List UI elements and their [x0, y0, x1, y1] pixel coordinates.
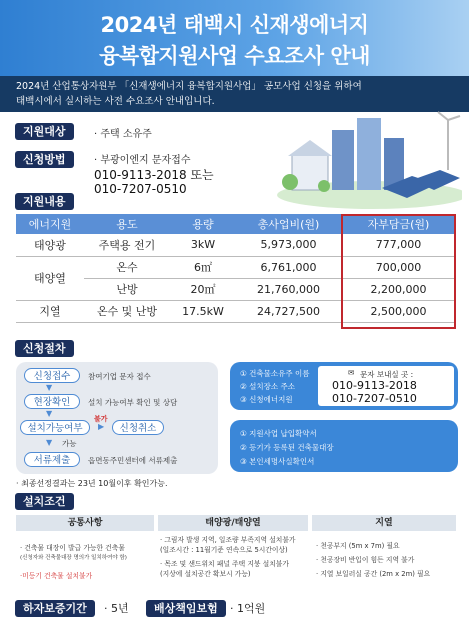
- cell-use: 주택용 전기: [84, 234, 170, 256]
- cond-solar-item: (일조시간 : 11월기준 연속으로 5시간이상): [160, 546, 288, 554]
- cond-common-line1: · 건축물 대장이 발급 가능한 건축물: [20, 544, 125, 552]
- step-apply: 신청접수: [24, 368, 80, 383]
- cond-common-red: ·미등기 건축물 설치불가: [20, 572, 93, 580]
- cell-use: 난방: [84, 278, 170, 300]
- cond-solar-item: (지상에 설치공간 확보시 가능): [160, 570, 251, 578]
- cell-capacity: 6㎡: [170, 256, 236, 278]
- target-label: 지원대상: [15, 123, 74, 140]
- step-submit-docs: 서류제출: [24, 452, 80, 467]
- step-submit-docs-desc: 읍면동주민센터에 서류제출: [88, 456, 178, 465]
- col-self: 자부담금(원): [341, 214, 456, 234]
- cell-total: 6,761,000: [236, 256, 341, 278]
- step-feasibility: 설치가능여부: [20, 420, 90, 435]
- procedure-note: · 최종선정결과는 23년 10월이후 확인가능.: [16, 479, 168, 488]
- intro-band: [0, 76, 469, 112]
- doc-item: ③ 본인세명사실확인서: [240, 457, 315, 466]
- cond-col2: [160, 535, 308, 579]
- envelope-icon: ✉: [348, 368, 355, 377]
- conditions-label: 설치조건: [15, 493, 74, 510]
- cond-col3: [316, 535, 456, 579]
- cell-capacity: 20㎡: [170, 278, 236, 300]
- cond-geo-item: · 천공장비 반입이 힘든 지역 불가: [316, 556, 415, 564]
- warranty-label: 하자보증기간: [15, 600, 95, 617]
- cond-col2-title: 태양광/태양열: [158, 515, 308, 531]
- step-site-check-desc: 설치 가능여부 확인 및 상담: [88, 398, 178, 407]
- cond-solar-item: · 그림자 발생 지역, 일조량 부족지역 설치불가: [160, 536, 296, 544]
- warranty-value: · 5년: [104, 602, 129, 615]
- message-phone-box: [318, 366, 454, 406]
- page-title-line2: 융복합지원사업 수요조사 안내: [99, 44, 370, 68]
- arrow-right-icon: ▶: [98, 422, 105, 431]
- intro-line1: 2024년 산업통상자원부 「신재생에너지 융복합지원사업」 공모사업 신청을 위하여: [16, 81, 362, 92]
- step-feasibility-desc: 가능: [62, 439, 77, 448]
- cell-source: 지열: [16, 300, 84, 322]
- cell-source: 태양광: [16, 234, 84, 256]
- apply-method-label: 신청방법: [15, 151, 74, 168]
- msg-item: ② 설치장소 주소: [240, 382, 295, 391]
- col-total: 총사업비(원): [236, 214, 341, 234]
- target-value: · 주택 소유주: [94, 129, 152, 140]
- cell-source: 태양열: [16, 256, 84, 300]
- header-banner: [0, 0, 469, 76]
- cell-total: 21,760,000: [236, 278, 341, 300]
- apply-method-value: · 부광이엔지 문자접수: [94, 155, 191, 166]
- msg-item: ① 건축물소유주 이름: [240, 369, 310, 378]
- col-use: 용도: [84, 214, 170, 234]
- cell-total: 24,727,500: [236, 300, 341, 322]
- self-pay-highlight-box: [341, 214, 456, 329]
- arrow-down-icon: ▼: [46, 438, 53, 447]
- intro-line2: 태백시에서 실시하는 사전 수요조사 안내입니다.: [16, 96, 215, 107]
- conditions-table: [16, 515, 456, 592]
- cell-use: 온수 및 난방: [84, 300, 170, 322]
- cond-geo-item: · 지열 보일러실 공간 (2m x 2m) 필요: [316, 570, 431, 578]
- doc-item: ② 등기가 등록된 건축물대장: [240, 443, 334, 452]
- msg-phone1: 010-9113-2018: [332, 379, 417, 392]
- cond-solar-item: · 목조 및 샌드위치 패널 주택 지붕 설치불가: [160, 560, 289, 568]
- cell-capacity: 17.5kW: [170, 300, 236, 322]
- support-label: 지원내용: [15, 193, 74, 210]
- cell-total: 5,973,000: [236, 234, 341, 256]
- arrow-down-icon: ▼: [46, 409, 53, 418]
- cell-use: 온수: [84, 256, 170, 278]
- cell-capacity: 3kW: [170, 234, 236, 256]
- msg-phone2: 010-7207-0510: [332, 392, 417, 405]
- apply-phone2: 010-7207-0510: [94, 182, 187, 196]
- msg-item: ③ 신청에너지원: [240, 395, 293, 404]
- page-title-line1: 2024년 태백시 신재생에너지: [100, 13, 369, 37]
- cond-common-line2: (신청자와 건축물대장 명의가 일치하여야 함): [20, 555, 127, 561]
- cond-col1: [20, 535, 154, 581]
- arrow-down-icon: ▼: [46, 383, 53, 392]
- msg-title: 문자 보내실 곳 :: [360, 370, 414, 379]
- cell-self: 700,000: [341, 256, 456, 278]
- cond-col3-title: 지열: [312, 515, 456, 531]
- cell-self: 777,000: [341, 234, 456, 256]
- procedure-panel: [16, 362, 218, 474]
- cond-geo-item: · 천공부지 (5m x 7m) 필요: [316, 542, 400, 550]
- renewable-energy-illustration: [262, 110, 462, 210]
- step-site-check: 현장확인: [24, 394, 80, 409]
- procedure-label: 신청절차: [15, 340, 74, 357]
- col-source: 에너지원: [16, 214, 84, 234]
- insurance-label: 배상책임보험: [146, 600, 226, 617]
- col-capacity: 용량: [170, 214, 236, 234]
- cell-self: 2,200,000: [341, 278, 456, 300]
- insurance-value: · 1억원: [230, 602, 266, 615]
- cell-self: 2,500,000: [341, 300, 456, 322]
- doc-item: ① 지원사업 납입확약서: [240, 429, 317, 438]
- document-info-box: [230, 420, 458, 472]
- step-cancel: 신청취소: [112, 420, 164, 435]
- apply-phone1: 010-9113-2018 또는: [94, 168, 214, 182]
- cond-col1-title: 공통사항: [16, 515, 154, 531]
- step-apply-desc: 참여기업 문자 접수: [88, 372, 151, 381]
- not-ok-label: 불가: [94, 415, 108, 423]
